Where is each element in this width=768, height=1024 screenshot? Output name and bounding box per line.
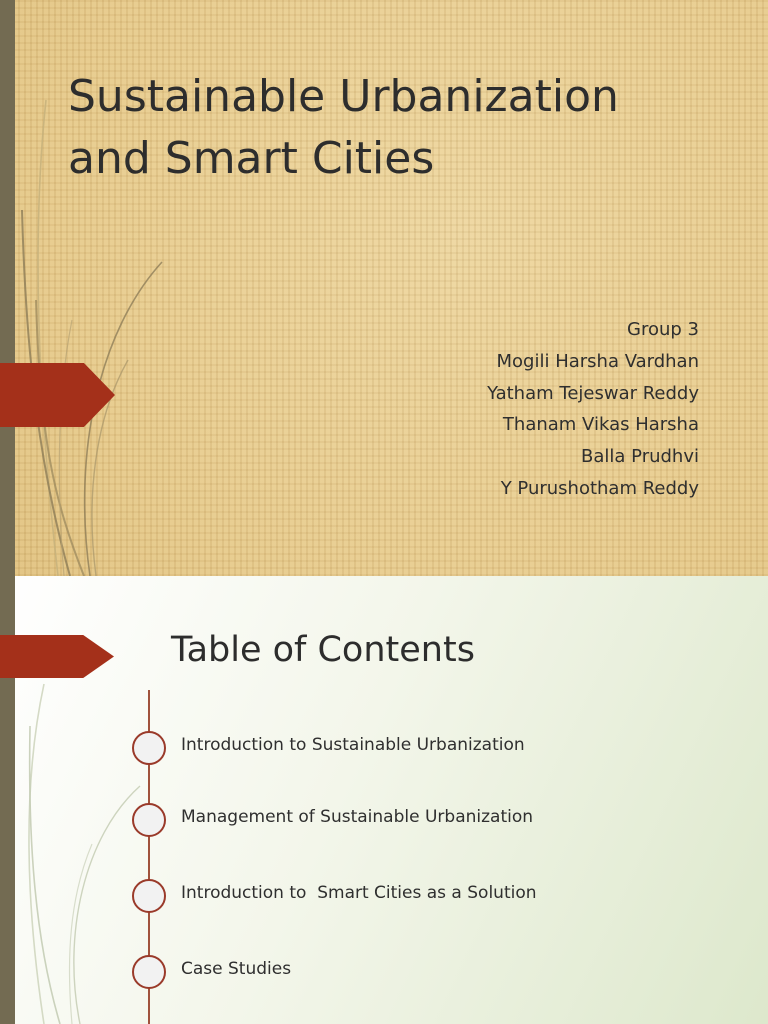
contents-arrow-tab	[0, 635, 114, 678]
author-name: Y Purushotham Reddy	[500, 477, 699, 499]
left-accent-bar	[0, 0, 15, 576]
contents-item	[132, 803, 692, 837]
slide-title	[68, 66, 748, 190]
bullet-circle-icon	[132, 879, 166, 913]
author-name: Mogili Harsha Vardhan	[496, 350, 699, 372]
contents-item	[132, 879, 692, 913]
author-name: Yatham Tejeswar Reddy	[487, 382, 699, 404]
bullet-circle-icon	[132, 955, 166, 989]
contents-item	[132, 955, 692, 989]
author-name: Balla Prudhvi	[581, 446, 699, 468]
title-arrow-tab	[0, 363, 115, 427]
contents-item-label: Introduction to Smart Cities as a Solution	[181, 883, 537, 903]
author-list	[487, 314, 699, 505]
slide-title-line-1: Sustainable Urbanization	[68, 71, 619, 122]
bullet-circle-icon	[132, 731, 166, 765]
contents-item-label: Management of Sustainable Urbanization	[181, 807, 534, 827]
group-label: Group 3	[627, 319, 699, 340]
bullet-circle-icon	[132, 803, 166, 837]
contents-item	[132, 731, 692, 765]
contents-item-label: Introduction to Sustainable Urbanization	[181, 735, 525, 755]
contents-item-label: Case Studies	[181, 959, 292, 979]
contents-title: Table of Contents	[171, 630, 475, 670]
slide-title-line-2: and Smart Cities	[68, 133, 435, 184]
contents-slide	[0, 576, 768, 1024]
author-name: Thanam Vikas Harsha	[502, 414, 699, 436]
